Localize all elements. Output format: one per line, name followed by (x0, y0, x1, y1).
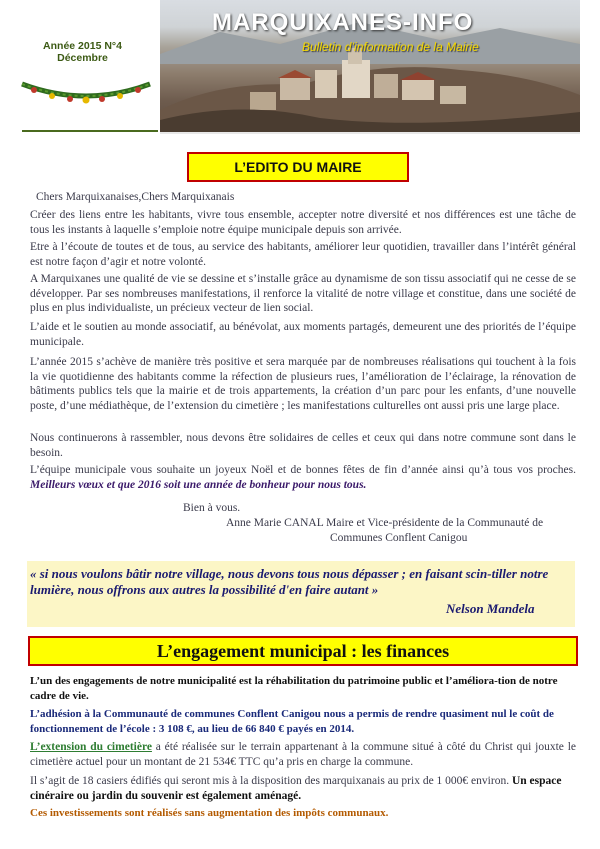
finances-conclusion: Ces investissements sont réalisés sans augmentation des impôts communaux. (30, 807, 389, 819)
finances-paragraph (30, 774, 576, 803)
edito-paragraph: L’aide et le soutien au monde associatif, au bénévolat, aux moments partagés, demeurent une des priorités de l’équipe municipale. (30, 321, 576, 348)
edito-greeting: Chers Marquixanaises,Chers Marquixanais (36, 191, 235, 203)
issue-info (20, 40, 145, 64)
signature-name: Anne Marie CANAL Maire et Vice-présidente de la Communauté de (226, 517, 544, 529)
header-divider (22, 130, 158, 132)
wishes-text: L’équipe municipale vous souhaite un joyeux Noël et de bonnes fêtes de fin d’année ainsi qu’à tous vos proches. (30, 464, 576, 476)
issue-month: Décembre (57, 52, 108, 64)
edito-wishes (30, 463, 576, 492)
issue-number: Année 2015 N°4 (43, 40, 122, 52)
magazine-subtitle: Bulletin d’information de la Mairie (302, 40, 479, 54)
wishes-highlight: Meilleurs vœux et que 2016 soit une année de bonheur pour nous tous. (30, 478, 367, 491)
magazine-title: MARQUIXANES-INFO (212, 9, 474, 36)
quote-author: Nelson Mandela (446, 601, 535, 616)
signature-org: Communes Conflent Canigou (330, 532, 468, 544)
cemetery-extension-link[interactable]: L’extension du cimetière (30, 741, 152, 753)
quote-text: « si nous voulons bâtir notre village, nous devons tous nous dépasser ; en faisant scin-tiller notre lumière, nous offrons aux autres la possibilité d'en faire autant » (30, 566, 549, 597)
christmas-garland-icon (20, 78, 152, 108)
finances-paragraph: L’adhésion à la Communauté de communes Conflent Canigou nous a permis de rendre quasiment nul le coût de fonctionnement de l’école : 3 108 €, au lieu de 66 840 € payés en 2014. (30, 708, 554, 735)
edito-paragraph: A Marquixanes une qualité de vie se dessine et s’installe grâce au dynamisme de son tissu associatif qui ne cesse de se développer. Par ses nombreuses manifestations, il renforce la vitalité de notre village et constitue, dans une société de plus en plus individualiste, un précieux vecteur de lien social. (30, 273, 576, 315)
edito-paragraph: Etre à l’écoute de toutes et de tous, au service des habitants, améliorer leur quotidien, travailler dans l’intérêt général est notre façon d’agir et notre volonté. (30, 241, 576, 268)
lockers-text: Il s’agit de 18 casiers édifiés qui seront mis à la disposition des marquixanais au prix de 1 000€ environ. (30, 775, 512, 787)
garden-text: Un espace cinéraire ou jardin du souvenir est également aménagé. (30, 775, 562, 802)
finances-paragraph: L’un des engagements de notre municipalité est la réhabilitation du patrimoine public et l’améliora-tion de notre cadre de vie. (30, 675, 558, 702)
edito-paragraph: Nous continuerons à rassembler, nous devons être solidaires de celles et ceux qui dans notre commune sont dans le besoin. (30, 432, 576, 459)
finances-paragraph (30, 740, 576, 769)
finances-heading: L’engagement municipal : les finances (28, 636, 578, 666)
village-houses (160, 40, 580, 134)
edito-paragraph: L’année 2015 s’achève de manière très positive et sera marquée par de nombreuses réalisations qui touchent à la fois la vie quotidienne des habitants comme la réfection de plusieurs rues, l’amélioration de l’éclairage, la rénovation de bâtiments publics tels que la mairie et de trois appartements, la création d’un parc pour les enfants, d’une nouvelle poste, d’une médiathèque, de l’extension du cimetière ; les manifestations culturelles ont aussi pris une large place. (30, 356, 576, 412)
signature-closing: Bien à vous. (183, 502, 241, 514)
edito-heading: L’EDITO DU MAIRE (187, 152, 409, 182)
cemetery-text: a été réalisée sur le terrain appartenant à la commune situé à côté du Christ qui jouxte le cimetière actuel pour un montant de 21 534€ TTC qu’a pris en charge la commune. (30, 741, 576, 768)
edito-paragraph: Créer des liens entre les habitants, vivre tous ensemble, accepter notre diversité et nos différences est une tâche de tous les instants à laquelle s’emploie notre équipe municipale depuis son arrivée. (30, 209, 576, 236)
